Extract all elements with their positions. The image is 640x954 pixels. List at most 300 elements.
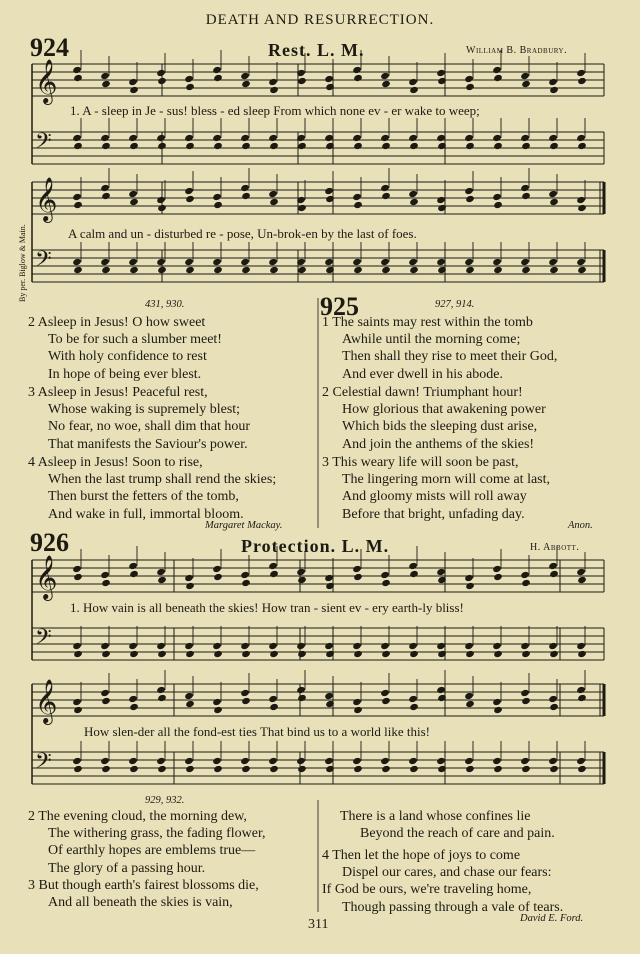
note-head — [241, 266, 251, 274]
note-head — [129, 765, 139, 773]
note-head — [240, 258, 250, 266]
note-head — [268, 78, 278, 86]
note-head — [576, 69, 586, 77]
note-head — [72, 757, 82, 765]
note-head — [157, 77, 167, 85]
hymn-925-verse-1 — [322, 314, 557, 383]
note-head — [241, 765, 251, 773]
note-head — [73, 74, 83, 82]
hymn-926-refs: 929, 932. — [145, 795, 185, 806]
note-head — [521, 142, 531, 150]
note-head — [380, 134, 390, 142]
note-head — [129, 650, 139, 658]
note-head — [73, 201, 83, 209]
note-head — [324, 134, 334, 142]
note-head — [408, 134, 418, 142]
note-head — [128, 258, 138, 266]
note-head — [269, 86, 279, 94]
note-head — [521, 266, 531, 274]
note-head — [465, 765, 475, 773]
note-head — [128, 757, 138, 765]
note-head — [521, 192, 531, 200]
note-head — [464, 642, 474, 650]
note-head — [381, 579, 391, 587]
note-head — [549, 198, 559, 206]
note-head — [380, 689, 390, 697]
note-head — [380, 72, 390, 80]
note-head — [520, 642, 530, 650]
note-head — [212, 134, 222, 142]
verse-line: There is a land whose confines lie — [340, 809, 531, 824]
note-head — [577, 204, 587, 212]
hymn-926-verse-3 — [28, 877, 259, 911]
note-head — [324, 187, 334, 195]
note-head — [213, 706, 223, 714]
note-head — [353, 142, 363, 150]
verse-line: And wake in full, immortal bloom. — [48, 506, 244, 522]
note-head — [184, 258, 194, 266]
verse-line: Though passing through a vale of tears. — [342, 899, 564, 915]
note-head — [297, 204, 307, 212]
hymn-925-refs: 927, 914. — [435, 299, 475, 310]
verse-line: The glory of a passing hour. — [48, 860, 206, 876]
note-head — [296, 568, 306, 576]
note-head — [465, 83, 475, 91]
note-head — [213, 74, 223, 82]
note-head — [409, 765, 419, 773]
note-head — [436, 568, 446, 576]
note-head — [409, 86, 419, 94]
note-head — [73, 706, 83, 714]
note-head — [576, 568, 586, 576]
note-head — [548, 258, 558, 266]
note-head — [212, 193, 222, 201]
note-head — [353, 765, 363, 773]
note-head — [520, 184, 530, 192]
note-head — [464, 187, 474, 195]
note-head — [101, 192, 111, 200]
note-head — [73, 573, 83, 581]
hymn-926-author: David E. Ford. — [520, 913, 584, 924]
note-head — [353, 201, 363, 209]
note-head — [380, 571, 390, 579]
verse-line: 2 Asleep in Jesus! O how sweet — [28, 315, 206, 330]
note-head — [100, 184, 110, 192]
note-head — [353, 74, 363, 82]
note-head — [493, 142, 503, 150]
note-head — [128, 190, 138, 198]
hymn-924-verse-3 — [28, 384, 250, 453]
verse-line: That manifests the Saviour's power. — [48, 436, 248, 452]
note-head — [157, 765, 167, 773]
note-head — [240, 134, 250, 142]
note-head — [128, 78, 138, 86]
hymn-924-number: 924 — [30, 33, 69, 62]
verse-line: Before that bright, unfading day. — [342, 506, 525, 522]
note-head — [381, 266, 391, 274]
note-head — [380, 184, 390, 192]
note-head — [464, 75, 474, 83]
note-head — [240, 757, 250, 765]
note-head — [185, 195, 195, 203]
note-head — [381, 80, 391, 88]
note-head — [297, 266, 307, 274]
note-head — [436, 642, 446, 650]
note-head — [129, 86, 139, 94]
note-head — [128, 134, 138, 142]
note-head — [184, 642, 194, 650]
note-head — [577, 142, 587, 150]
note-head — [296, 686, 306, 694]
note-head — [213, 573, 223, 581]
note-head — [324, 692, 334, 700]
note-head — [548, 562, 558, 570]
note-head — [381, 650, 391, 658]
note-head — [576, 258, 586, 266]
hymn-924-lyric-line2: A calm and un - disturbed re - pose, Un-brok-en by the last of foes. — [68, 226, 417, 241]
note-head — [353, 266, 363, 274]
note-head — [381, 697, 391, 705]
note-head — [72, 66, 82, 74]
verse-line: Whose waking is supremely blest; — [48, 402, 241, 418]
note-head — [185, 700, 195, 708]
verse-line: No fear, no woe, shall dim that hour — [48, 419, 251, 435]
verse-line: If God be ours, we're traveling home, — [322, 882, 532, 898]
note-head — [185, 582, 195, 590]
note-head — [184, 692, 194, 700]
note-head — [493, 74, 503, 82]
note-head — [212, 565, 222, 573]
note-head — [464, 574, 474, 582]
note-head — [73, 650, 83, 658]
note-head — [577, 694, 587, 702]
note-head — [129, 142, 139, 150]
verse-line: 2 Celestial dawn! Triumphant hour! — [322, 385, 523, 400]
note-head — [324, 75, 334, 83]
note-head — [297, 650, 307, 658]
hymn-926-number: 926 — [30, 528, 69, 557]
note-head — [577, 266, 587, 274]
note-head — [352, 134, 362, 142]
note-head — [380, 757, 390, 765]
note-head — [548, 695, 558, 703]
note-head — [492, 258, 502, 266]
note-head — [492, 698, 502, 706]
treble-clef-icon: 𝄞 — [35, 59, 58, 103]
note-head — [185, 142, 195, 150]
note-head — [156, 568, 166, 576]
note-head — [324, 258, 334, 266]
page-header: DEATH AND RESURRECTION. — [205, 12, 435, 28]
note-head — [492, 757, 502, 765]
note-head — [408, 190, 418, 198]
note-head — [577, 765, 587, 773]
note-head — [408, 78, 418, 86]
verse-line: When the last trump shall rend the skies; — [48, 472, 277, 488]
hymn-925-verse-2 — [322, 384, 546, 453]
note-head — [240, 689, 250, 697]
hymn-926-composer: H. Abbott. — [530, 542, 580, 553]
note-head — [128, 562, 138, 570]
note-head — [521, 579, 531, 587]
verse-line: Awhile until the morning come; — [342, 332, 521, 348]
note-head — [101, 650, 111, 658]
note-head — [492, 193, 502, 201]
note-head — [409, 266, 419, 274]
note-head — [576, 642, 586, 650]
hymn-925-number: 925 — [320, 292, 359, 321]
note-head — [493, 765, 503, 773]
note-head — [353, 650, 363, 658]
note-head — [408, 695, 418, 703]
note-head — [436, 757, 446, 765]
note-head — [100, 642, 110, 650]
note-head — [101, 266, 111, 274]
verse-line: And gloomy mists will roll away — [342, 489, 527, 505]
verse-line: And join the anthems of the skies! — [342, 436, 535, 452]
note-head — [324, 757, 334, 765]
note-head — [408, 642, 418, 650]
note-head — [156, 196, 166, 204]
verse-line: Then shall they rise to meet their God, — [342, 349, 558, 365]
note-head — [72, 193, 82, 201]
note-head — [324, 642, 334, 650]
note-head — [128, 695, 138, 703]
note-head — [268, 258, 278, 266]
note-head — [213, 765, 223, 773]
note-head — [436, 196, 446, 204]
hymn-924-composer: William B. Bradbury. — [466, 45, 568, 56]
hymn-926-verse-3-cont — [340, 808, 555, 842]
treble-clef-icon: 𝄞 — [35, 177, 58, 221]
note-head — [492, 66, 502, 74]
note-head — [549, 142, 559, 150]
note-head — [241, 579, 251, 587]
note-head — [493, 573, 503, 581]
verse-line: Of earthly hopes are emblems true— — [48, 843, 256, 859]
note-head — [212, 66, 222, 74]
verse-line: The withering grass, the fading flower, — [48, 826, 266, 842]
note-head — [129, 703, 139, 711]
hymn-925-verse-3 — [322, 454, 550, 523]
note-head — [492, 642, 502, 650]
note-head — [156, 757, 166, 765]
note-head — [240, 571, 250, 579]
verse-line: 4 Then let the hope of joys to come — [322, 848, 521, 863]
hymn-924-verse-4 — [28, 454, 276, 523]
note-head — [269, 266, 279, 274]
note-head — [72, 565, 82, 573]
note-head — [380, 258, 390, 266]
note-head — [521, 765, 531, 773]
note-head — [436, 686, 446, 694]
note-head — [409, 142, 419, 150]
note-head — [100, 689, 110, 697]
note-head — [548, 757, 558, 765]
hymn-924-tune: Rest. L. M. — [268, 40, 365, 60]
note-head — [157, 142, 167, 150]
note-head — [409, 650, 419, 658]
note-head — [100, 134, 110, 142]
note-head — [352, 757, 362, 765]
note-head — [464, 757, 474, 765]
note-head — [156, 69, 166, 77]
note-head — [241, 192, 251, 200]
verse-line: Which bids the sleeping dust arise, — [342, 419, 538, 435]
note-head — [465, 142, 475, 150]
note-head — [436, 258, 446, 266]
verse-line: 3 Asleep in Jesus! Peaceful rest, — [28, 385, 208, 400]
note-head — [548, 134, 558, 142]
note-head — [72, 698, 82, 706]
note-head — [577, 650, 587, 658]
hymn-924-refs: 431, 930. — [145, 299, 185, 310]
verse-line: 3 This weary life will soon be past, — [322, 455, 519, 470]
note-head — [549, 86, 559, 94]
note-head — [380, 642, 390, 650]
treble-clef-icon: 𝄞 — [35, 555, 58, 599]
note-head — [549, 703, 559, 711]
note-head — [493, 650, 503, 658]
note-head — [101, 697, 111, 705]
note-head — [521, 650, 531, 658]
note-head — [352, 642, 362, 650]
page-number: 311 — [308, 917, 329, 932]
verse-line: The lingering morn will come at last, — [342, 472, 551, 488]
note-head — [100, 571, 110, 579]
note-head — [269, 570, 279, 578]
note-head — [184, 75, 194, 83]
note-head — [381, 765, 391, 773]
note-head — [268, 642, 278, 650]
note-head — [409, 703, 419, 711]
note-head — [352, 66, 362, 74]
bass-clef-icon: 𝄢 — [35, 129, 52, 159]
note-head — [465, 266, 475, 274]
note-head — [185, 650, 195, 658]
hymn-924-verse-2 — [28, 314, 222, 383]
note-head — [296, 757, 306, 765]
note-head — [185, 266, 195, 274]
hymn-924-lyric-line1: 1. A - sleep in Je - sus! bless - ed sleep From which none ev - er wake to weep; — [70, 103, 480, 118]
note-head — [184, 187, 194, 195]
note-head — [268, 695, 278, 703]
note-head — [269, 703, 279, 711]
bass-clef-icon: 𝄢 — [35, 749, 52, 779]
note-head — [296, 642, 306, 650]
note-head — [240, 642, 250, 650]
note-head — [465, 582, 475, 590]
verse-line: And ever dwell in his abode. — [342, 366, 503, 382]
verse-line: 3 But though earth's fairest blossoms die, — [28, 878, 259, 893]
note-head — [268, 562, 278, 570]
note-head — [73, 142, 83, 150]
note-head — [268, 757, 278, 765]
hymn-926-tune: Protection. L. M. — [241, 536, 390, 556]
note-head — [73, 765, 83, 773]
note-head — [100, 757, 110, 765]
note-head — [521, 697, 531, 705]
verse-line: 2 The evening cloud, the morning dew, — [28, 809, 247, 824]
note-head — [324, 574, 334, 582]
note-head — [577, 576, 587, 584]
verse-line: 1 The saints may rest within the tomb — [322, 315, 533, 330]
note-head — [436, 69, 446, 77]
note-head — [549, 266, 559, 274]
note-head — [212, 698, 222, 706]
note-head — [520, 571, 530, 579]
note-head — [353, 706, 363, 714]
note-head — [184, 574, 194, 582]
verse-line: How glorious that awakening power — [342, 402, 546, 418]
bass-clef-icon: 𝄢 — [35, 247, 52, 277]
note-head — [72, 642, 82, 650]
note-head — [269, 142, 279, 150]
hymn-925-author: Anon. — [568, 520, 593, 531]
note-head — [101, 579, 111, 587]
note-head — [241, 697, 251, 705]
note-head — [212, 642, 222, 650]
note-head — [352, 565, 362, 573]
note-head — [352, 698, 362, 706]
note-head — [493, 201, 503, 209]
note-head — [268, 190, 278, 198]
note-head — [576, 196, 586, 204]
note-head — [352, 258, 362, 266]
note-head — [240, 184, 250, 192]
verse-line: Beyond the reach of care and pain. — [360, 826, 555, 842]
hymn-926-lyric-line1: 1. How vain is all beneath the skies! How tran - sient ev - ery earth-ly bliss! — [70, 600, 464, 615]
note-head — [240, 72, 250, 80]
note-head — [549, 570, 559, 578]
note-head — [297, 77, 307, 85]
note-head — [548, 190, 558, 198]
note-head — [157, 266, 167, 274]
note-head — [549, 765, 559, 773]
note-head — [465, 650, 475, 658]
note-head — [157, 204, 167, 212]
treble-clef-icon: 𝄞 — [35, 679, 58, 723]
note-head — [269, 765, 279, 773]
bass-clef-icon: 𝄢 — [35, 625, 52, 655]
note-head — [129, 266, 139, 274]
note-head — [409, 198, 419, 206]
note-head — [268, 134, 278, 142]
note-head — [409, 570, 419, 578]
note-head — [185, 83, 195, 91]
note-head — [576, 134, 586, 142]
note-head — [492, 134, 502, 142]
verse-line: With holy confidence to rest — [48, 349, 207, 365]
note-head — [241, 650, 251, 658]
note-head — [408, 258, 418, 266]
verse-line: And all beneath the skies is vain, — [48, 895, 233, 911]
note-head — [352, 193, 362, 201]
note-head — [213, 266, 223, 274]
note-head — [241, 142, 251, 150]
note-head — [297, 765, 307, 773]
note-head — [129, 198, 139, 206]
note-head — [100, 72, 110, 80]
note-head — [577, 77, 587, 85]
note-head — [381, 142, 391, 150]
note-head — [72, 134, 82, 142]
note-head — [184, 757, 194, 765]
hymn-926-verse-4 — [322, 847, 563, 916]
hymn-926-verse-2 — [28, 808, 266, 877]
note-head — [73, 266, 83, 274]
note-head — [408, 562, 418, 570]
